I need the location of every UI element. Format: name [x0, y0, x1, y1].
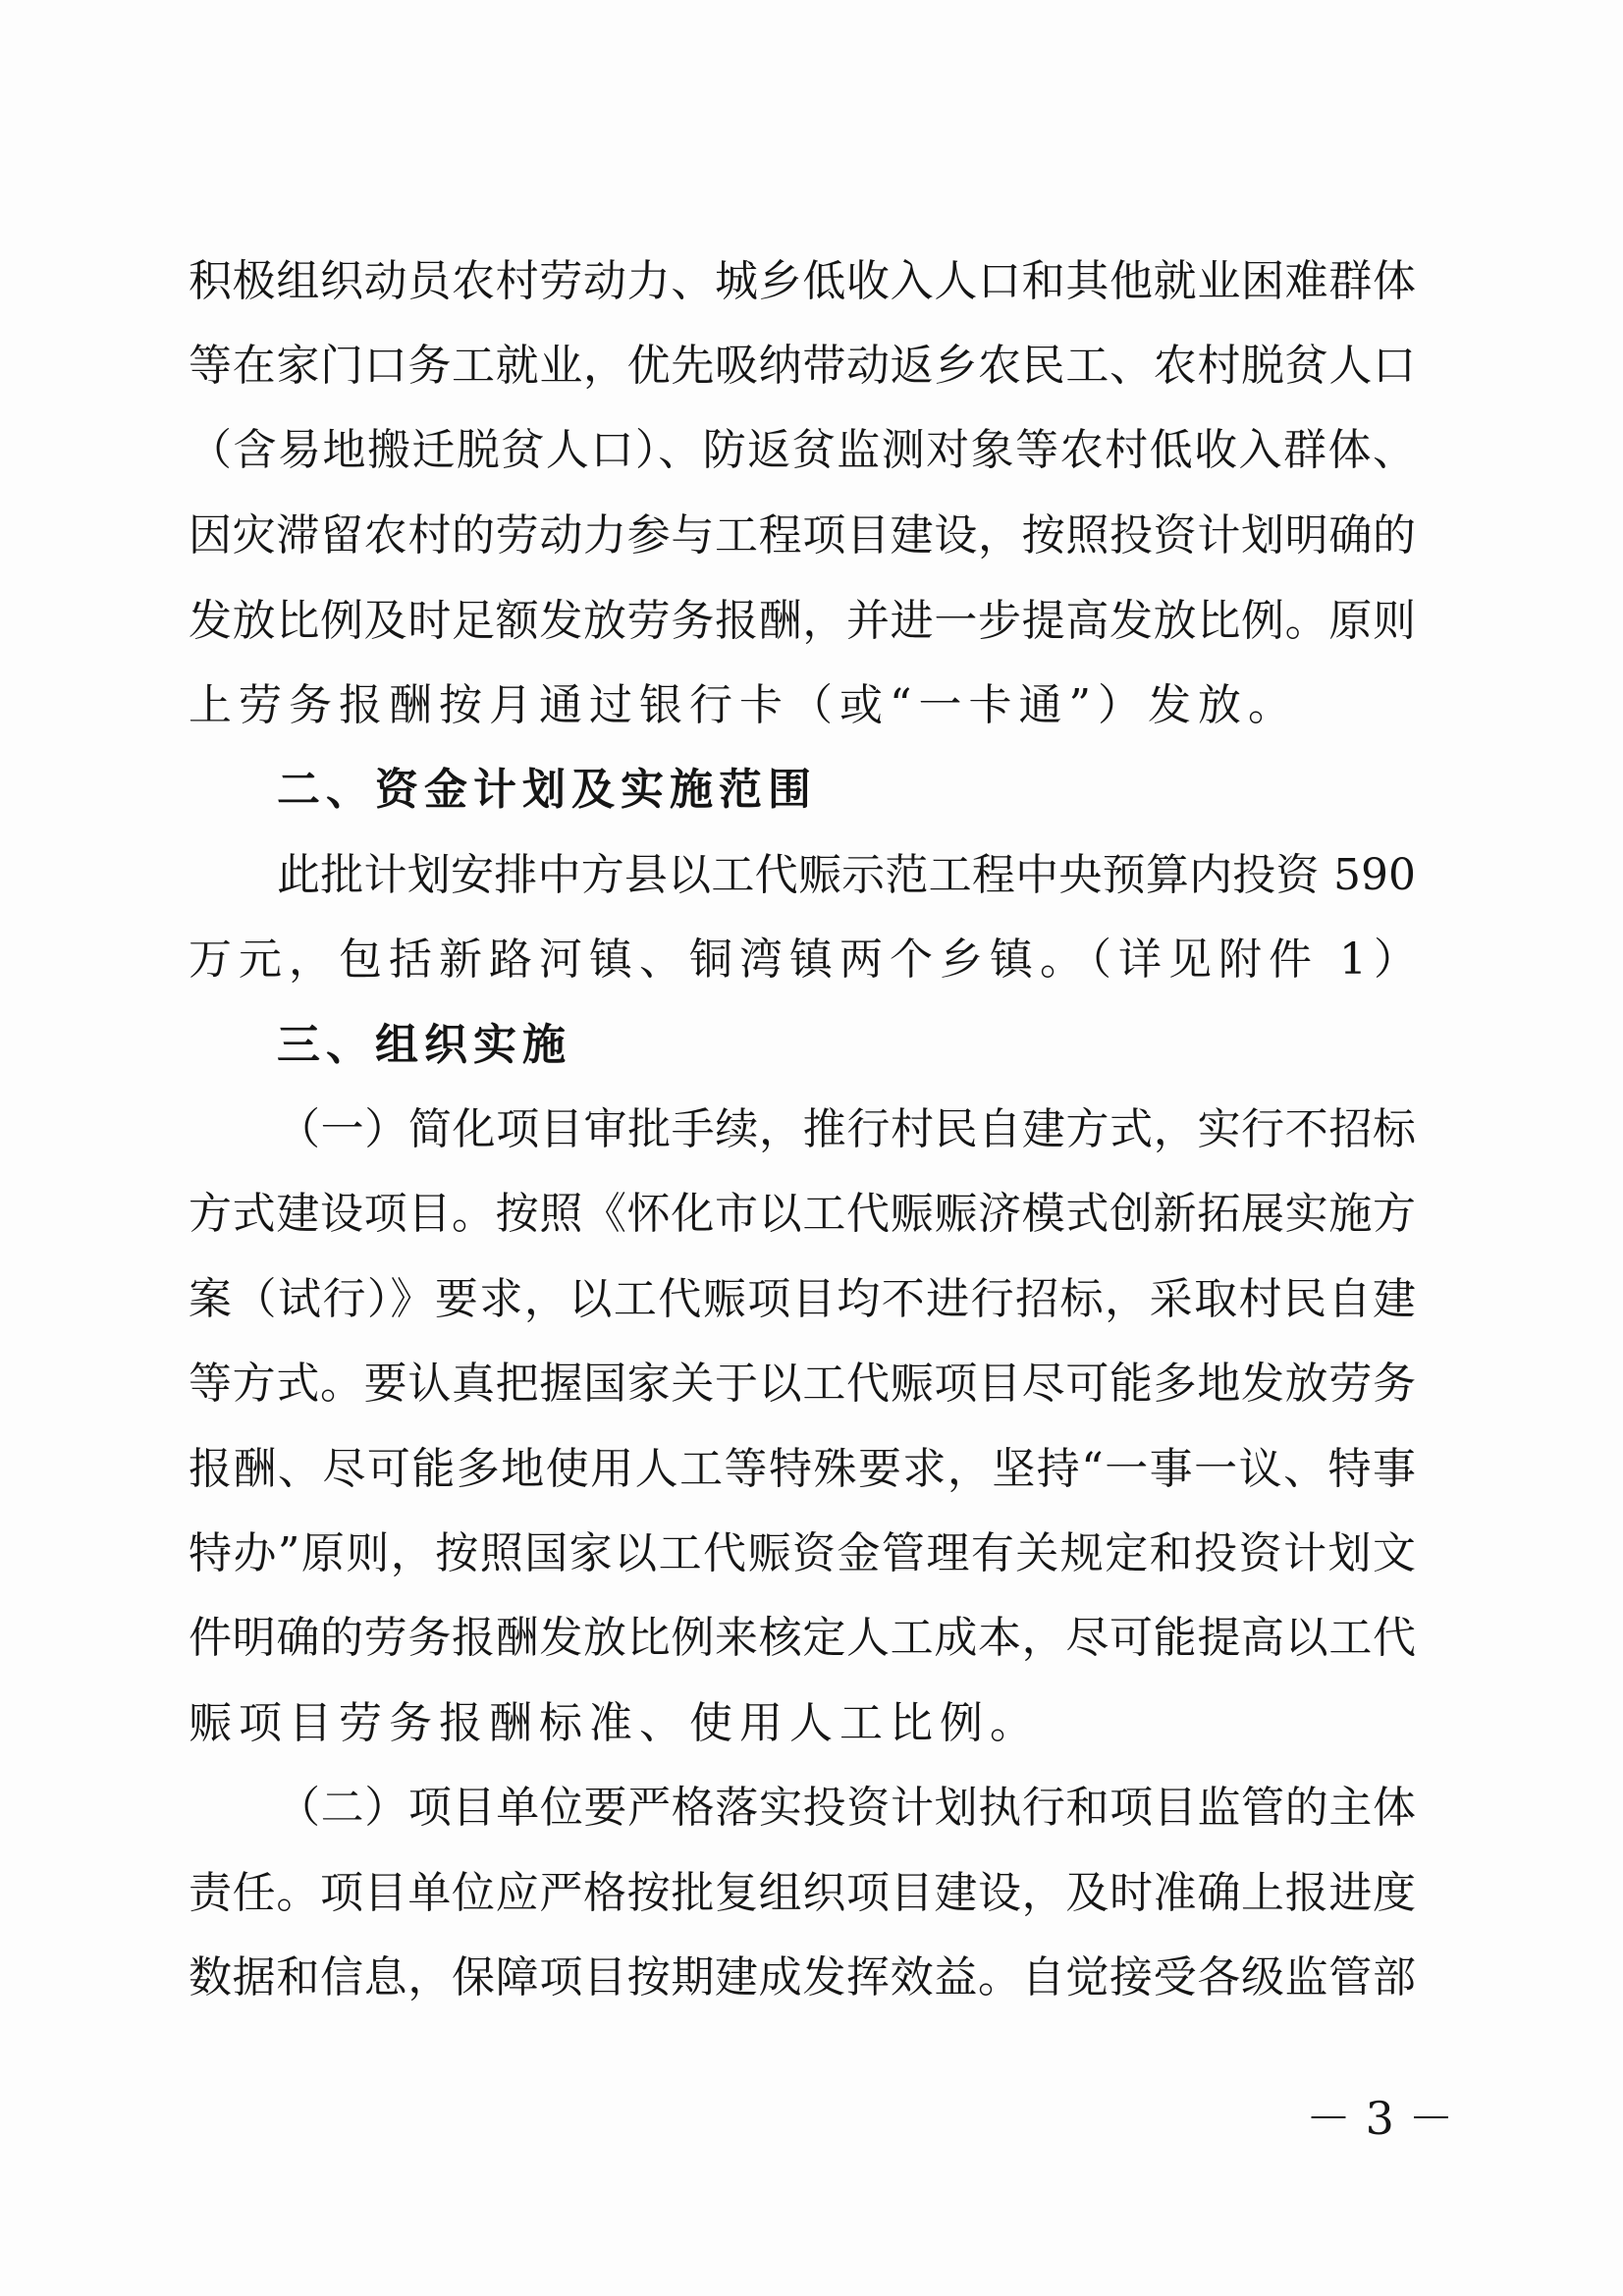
body-line: 数据和信息，保障项目按期建成发挥效益。自觉接受各级监管部	[189, 1952, 1416, 2002]
section-heading: 三、组织实施	[277, 1020, 571, 1070]
body-line: 此批计划安排中方县以工代赈示范工程中央预算内投资 590	[277, 850, 1416, 900]
page-number: － 3 －	[1306, 2092, 1454, 2145]
body-line: 等方式。要认真把握国家关于以工代赈项目尽可能多地发放劳务	[189, 1359, 1416, 1409]
body-line: 责任。项目单位应严格按批复组织项目建设，及时准确上报进度	[189, 1868, 1416, 1918]
body-line: 报酬、尽可能多地使用人工等特殊要求，坚持“一事一议、特事	[189, 1444, 1416, 1494]
body-line: 积极组织动员农村劳动力、城乡低收入人口和其他就业困难群体	[189, 256, 1416, 306]
body-line: （含易地搬迁脱贫人口）、防返贫监测对象等农村低收入群体、	[189, 425, 1416, 475]
body-line: 特办”原则，按照国家以工代赈资金管理有关规定和投资计划文	[189, 1528, 1416, 1578]
body-line: 赈项目劳务报酬标准、使用人工比例。	[189, 1698, 1040, 1748]
body-line: 等在家门口务工就业，优先吸纳带动返乡农民工、农村脱贫人口	[189, 341, 1416, 391]
section-heading: 二、资金计划及实施范围	[277, 765, 817, 815]
body-line: （二）项目单位要严格落实投资计划执行和项目监管的主体	[277, 1783, 1416, 1833]
body-line: （一）简化项目审批手续，推行村民自建方式，实行不招标	[277, 1104, 1416, 1154]
body-line: 方式建设项目。按照《怀化市以工代赈赈济模式创新拓展实施方	[189, 1189, 1416, 1239]
body-line: 万元，包括新路河镇、铜湾镇两个乡镇。（详见附件 1）	[189, 934, 1424, 985]
body-line: 因灾滞留农村的劳动力参与工程项目建设，按照投资计划明确的	[189, 510, 1416, 561]
body-line: 上劳务报酬按月通过银行卡（或“一卡通”）发放。	[189, 680, 1298, 730]
body-line: 发放比例及时足额发放劳务报酬，并进一步提高发放比例。原则	[189, 596, 1416, 646]
body-line: 案（试行）》要求，以工代赈项目均不进行招标，采取村民自建	[189, 1274, 1416, 1324]
body-line: 件明确的劳务报酬发放比例来核定人工成本，尽可能提高以工代	[189, 1613, 1416, 1663]
